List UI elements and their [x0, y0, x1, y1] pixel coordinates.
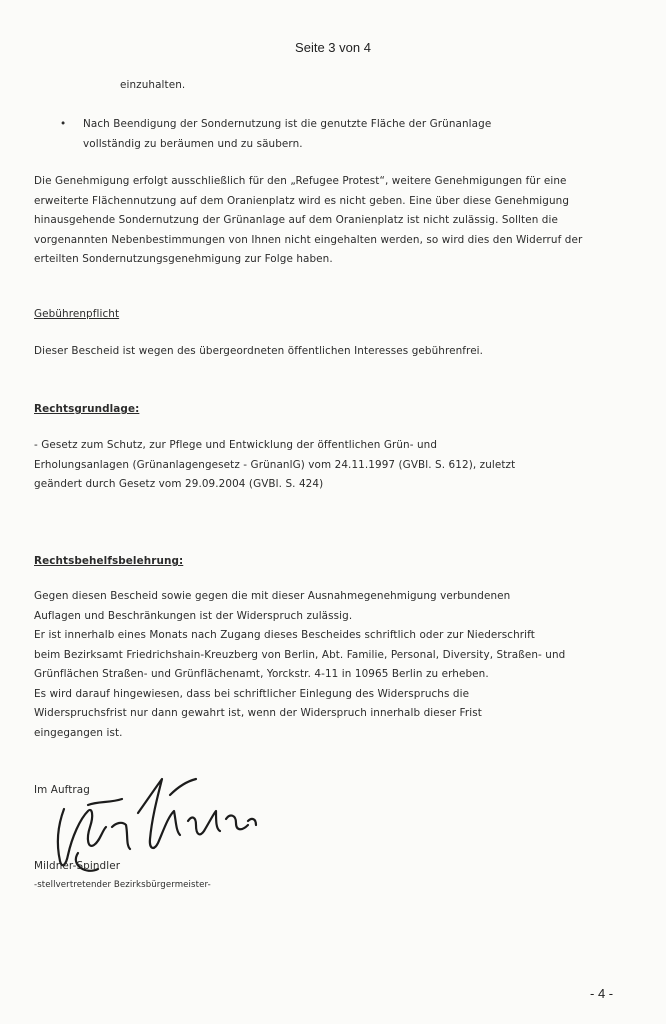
page-number: - 4 -	[590, 986, 614, 1001]
appeal-line: Widerspruchsfrist nur dann gewahrt ist, wenn der Widerspruch innerhalb dieser Frist	[34, 707, 482, 719]
appeal-line: Gegen diesen Bescheid sowie gegen die mit dieser Ausnahmegenehmigung verbundenen	[34, 590, 511, 602]
bullet-line: vollständig zu beräumen und zu säubern.	[83, 137, 303, 150]
page-header: Seite 3 von 4	[295, 40, 371, 55]
continuation-text: einzuhalten.	[120, 79, 186, 91]
legal-basis-line: - Gesetz zum Schutz, zur Pflege und Entwicklung der öffentlichen Grün- und	[34, 439, 438, 451]
fee-text: Dieser Bescheid ist wegen des übergeordneten öffentlichen Interesses gebührenfrei.	[34, 345, 484, 357]
permit-paragraph	[34, 172, 634, 270]
bullet-text	[83, 115, 603, 154]
appeal-line: Auflagen und Beschränkungen ist der Widerspruch zulässig.	[34, 609, 353, 622]
paragraph-line: erteilten Sondernutzungsgenehmigung zur Folge haben.	[34, 253, 333, 265]
legal-basis-line: geändert durch Gesetz vom 29.09.2004 (GVBl. S. 424)	[34, 478, 324, 490]
paragraph-line: hinausgehende Sondernutzung der Grünanlage auf dem Oranienplatz ist nicht zulässig. Sollten die	[34, 214, 558, 226]
appeal-line: Grünflächen Straßen- und Grünflächenamt, Yorckstr. 4-11 in 10965 Berlin zu erheben.	[34, 668, 489, 680]
paragraph-line: Die Genehmigung erfolgt ausschließlich für den „Refugee Protest“, weitere Genehmigungen für eine	[34, 175, 567, 187]
legal-basis-line: Erholungsanlagen (Grünanlagengesetz - GrünanlG) vom 24.11.1997 (GVBl. S. 612), zuletzt	[34, 458, 516, 471]
appeal-line: beim Bezirksamt Friedrichshain-Kreuzberg von Berlin, Abt. Familie, Personal, Diversity, Straßen- und	[34, 648, 566, 661]
legal-basis-text	[34, 436, 594, 495]
appeal-line: eingegangen ist.	[34, 726, 123, 739]
appeal-line: Es wird darauf hingewiesen, dass bei schriftlicher Einlegung des Widerspruchs die	[34, 687, 470, 700]
paragraph-line: erweiterte Flächennutzung auf dem Oranienplatz wird es nicht geben. Eine über diese Genehmigung	[34, 194, 570, 207]
appeal-line: Er ist innerhalb eines Monats nach Zugang dieses Bescheides schriftlich oder zur Niederschrift	[34, 629, 535, 641]
appeal-heading: Rechtsbehelfsbelehrung:	[34, 555, 184, 567]
appeal-text	[34, 587, 644, 743]
signer-name: Mildner-Spindler	[34, 860, 121, 872]
signer-role: -stellvertretender Bezirksbürgermeister-	[34, 880, 211, 890]
bullet-symbol: •	[60, 118, 67, 130]
bullet-line: Nach Beendigung der Sondernutzung ist die genutzte Fläche der Grünanlage	[83, 118, 492, 130]
fee-heading: Gebührenpflicht	[34, 308, 120, 320]
on-behalf-label: Im Auftrag	[34, 784, 90, 796]
legal-basis-heading: Rechtsgrundlage:	[34, 403, 140, 415]
paragraph-line: vorgenannten Nebenbestimmungen von Ihnen nicht eingehalten werden, so wird dies den Widerruf der	[34, 233, 583, 246]
